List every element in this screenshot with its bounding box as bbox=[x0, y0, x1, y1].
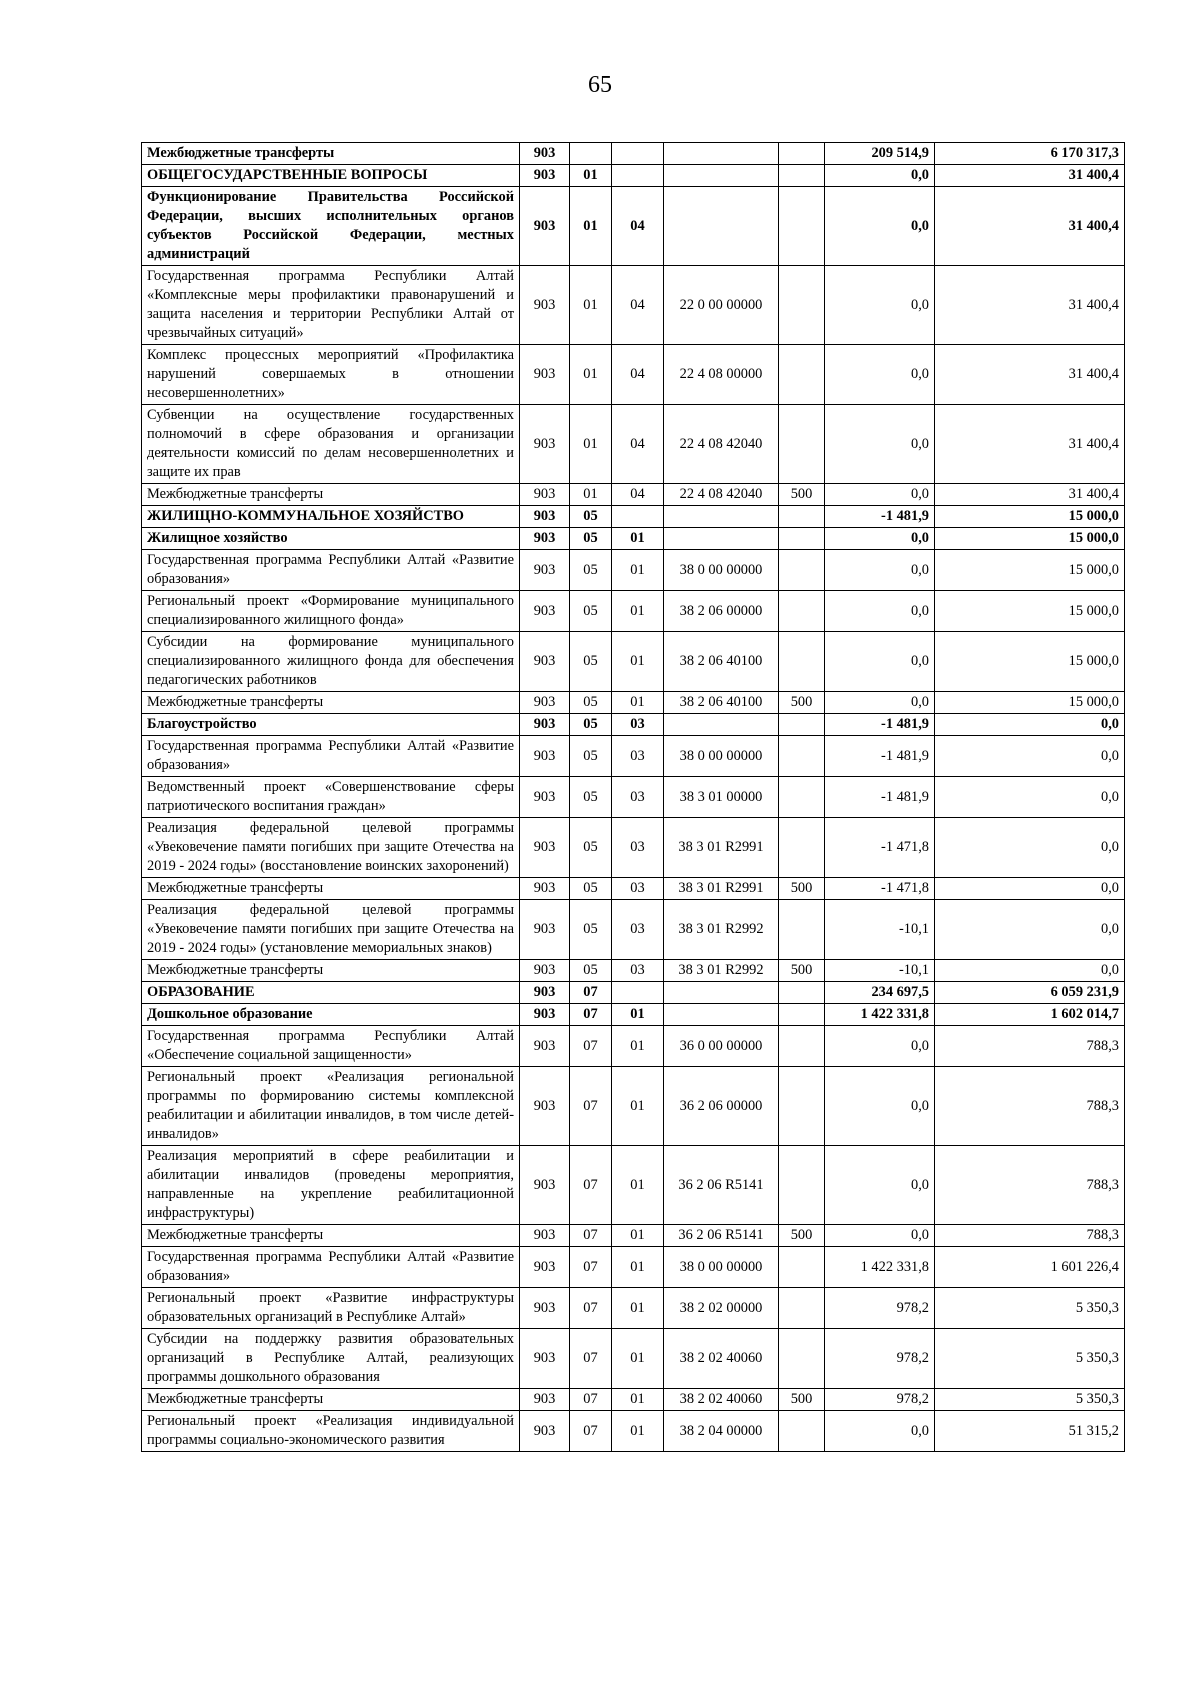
cell-section: 05 bbox=[570, 878, 612, 900]
cell-admin-code: 903 bbox=[520, 960, 570, 982]
budget-table bbox=[141, 142, 1125, 1452]
row-name: Реализация федеральной целевой программы «Увековечение памяти погибших при защите Отечества на 2019 - 2024 годы» (восстановление воинских захоронений) bbox=[142, 818, 520, 878]
cell-target-article: 38 2 06 40100 bbox=[664, 632, 779, 692]
cell-section: 07 bbox=[570, 1026, 612, 1067]
cell-subsection: 01 bbox=[612, 1288, 664, 1329]
cell-admin-code: 903 bbox=[520, 777, 570, 818]
cell-target-article: 38 3 01 R2991 bbox=[664, 818, 779, 878]
cell-section: 07 bbox=[570, 1329, 612, 1389]
table-row bbox=[142, 405, 1125, 484]
cell-expense-type bbox=[779, 506, 825, 528]
cell-target-article: 38 3 01 R2992 bbox=[664, 900, 779, 960]
table-row bbox=[142, 165, 1125, 187]
table-row bbox=[142, 1067, 1125, 1146]
cell-target-article: 38 0 00 00000 bbox=[664, 550, 779, 591]
row-name: Субсидии на поддержку развития образовательных организаций в Республике Алтай, реализующих программы дошкольного образования bbox=[142, 1329, 520, 1389]
cell-expense-type bbox=[779, 714, 825, 736]
cell-subsection: 01 bbox=[612, 1067, 664, 1146]
cell-amount-total: 788,3 bbox=[935, 1146, 1125, 1225]
cell-subsection: 01 bbox=[612, 1411, 664, 1452]
cell-expense-type: 500 bbox=[779, 1225, 825, 1247]
row-name: ЖИЛИЩНО-КОММУНАЛЬНОЕ ХОЗЯЙСТВО bbox=[142, 506, 520, 528]
cell-amount-change: 1 422 331,8 bbox=[825, 1004, 935, 1026]
cell-section: 07 bbox=[570, 1288, 612, 1329]
cell-amount-total: 15 000,0 bbox=[935, 550, 1125, 591]
cell-subsection: 01 bbox=[612, 591, 664, 632]
cell-section: 05 bbox=[570, 632, 612, 692]
cell-admin-code: 903 bbox=[520, 591, 570, 632]
cell-expense-type bbox=[779, 1004, 825, 1026]
cell-subsection bbox=[612, 143, 664, 165]
cell-amount-change: 0,0 bbox=[825, 550, 935, 591]
cell-amount-total: 788,3 bbox=[935, 1225, 1125, 1247]
cell-amount-change: 0,0 bbox=[825, 632, 935, 692]
cell-amount-total: 0,0 bbox=[935, 777, 1125, 818]
cell-admin-code: 903 bbox=[520, 1004, 570, 1026]
table-row bbox=[142, 692, 1125, 714]
cell-target-article: 22 4 08 42040 bbox=[664, 405, 779, 484]
cell-expense-type bbox=[779, 1411, 825, 1452]
cell-expense-type: 500 bbox=[779, 692, 825, 714]
row-name: Межбюджетные трансферты bbox=[142, 1225, 520, 1247]
row-name: Государственная программа Республики Алтай «Развитие образования» bbox=[142, 736, 520, 777]
row-name: ОБРАЗОВАНИЕ bbox=[142, 982, 520, 1004]
row-name: Межбюджетные трансферты bbox=[142, 960, 520, 982]
row-name: Реализация мероприятий в сфере реабилитации и абилитации инвалидов (проведены мероприятия, направленные на укрепление реабилитационной инфраструктуры) bbox=[142, 1146, 520, 1225]
cell-amount-total: 0,0 bbox=[935, 900, 1125, 960]
cell-expense-type bbox=[779, 736, 825, 777]
cell-subsection bbox=[612, 982, 664, 1004]
table-row bbox=[142, 528, 1125, 550]
table-row bbox=[142, 143, 1125, 165]
cell-target-article: 38 2 02 40060 bbox=[664, 1329, 779, 1389]
cell-admin-code: 903 bbox=[520, 632, 570, 692]
cell-expense-type bbox=[779, 165, 825, 187]
cell-amount-change: 0,0 bbox=[825, 405, 935, 484]
cell-expense-type bbox=[779, 550, 825, 591]
cell-subsection: 03 bbox=[612, 736, 664, 777]
row-name: Региональный проект «Реализация индивидуальной программы социально-экономического развития bbox=[142, 1411, 520, 1452]
cell-section: 07 bbox=[570, 1146, 612, 1225]
table-row bbox=[142, 266, 1125, 345]
cell-section: 01 bbox=[570, 187, 612, 266]
cell-target-article bbox=[664, 982, 779, 1004]
cell-target-article: 38 3 01 R2991 bbox=[664, 878, 779, 900]
cell-target-article: 38 2 06 00000 bbox=[664, 591, 779, 632]
cell-expense-type: 500 bbox=[779, 960, 825, 982]
cell-expense-type bbox=[779, 1247, 825, 1288]
table-row bbox=[142, 187, 1125, 266]
row-name: Государственная программа Республики Алтай «Развитие образования» bbox=[142, 550, 520, 591]
cell-subsection: 03 bbox=[612, 878, 664, 900]
cell-admin-code: 903 bbox=[520, 692, 570, 714]
cell-amount-total: 31 400,4 bbox=[935, 405, 1125, 484]
cell-target-article: 36 2 06 R5141 bbox=[664, 1146, 779, 1225]
cell-amount-change: -10,1 bbox=[825, 900, 935, 960]
row-name: Межбюджетные трансферты bbox=[142, 878, 520, 900]
table-row bbox=[142, 1247, 1125, 1288]
cell-target-article bbox=[664, 143, 779, 165]
row-name: Ведомственный проект «Совершенствование сферы патриотического воспитания граждан» bbox=[142, 777, 520, 818]
cell-amount-change: -10,1 bbox=[825, 960, 935, 982]
cell-target-article bbox=[664, 528, 779, 550]
cell-admin-code: 903 bbox=[520, 1067, 570, 1146]
cell-admin-code: 903 bbox=[520, 736, 570, 777]
cell-amount-total: 15 000,0 bbox=[935, 591, 1125, 632]
row-name: Региональный проект «Развитие инфраструктуры образовательных организаций в Республике Алтай» bbox=[142, 1288, 520, 1329]
cell-section: 07 bbox=[570, 982, 612, 1004]
cell-amount-change: 234 697,5 bbox=[825, 982, 935, 1004]
table-row bbox=[142, 345, 1125, 405]
cell-admin-code: 903 bbox=[520, 900, 570, 960]
cell-expense-type bbox=[779, 1288, 825, 1329]
cell-amount-total: 31 400,4 bbox=[935, 266, 1125, 345]
cell-subsection: 01 bbox=[612, 528, 664, 550]
table-row bbox=[142, 1389, 1125, 1411]
cell-expense-type: 500 bbox=[779, 484, 825, 506]
cell-expense-type bbox=[779, 777, 825, 818]
table-row bbox=[142, 777, 1125, 818]
cell-target-article bbox=[664, 1004, 779, 1026]
row-name: Государственная программа Республики Алтай «Обеспечение социальной защищенности» bbox=[142, 1026, 520, 1067]
cell-expense-type bbox=[779, 818, 825, 878]
cell-section: 01 bbox=[570, 266, 612, 345]
cell-amount-total: 15 000,0 bbox=[935, 692, 1125, 714]
cell-admin-code: 903 bbox=[520, 878, 570, 900]
cell-subsection: 03 bbox=[612, 777, 664, 818]
cell-admin-code: 903 bbox=[520, 187, 570, 266]
cell-target-article: 38 0 00 00000 bbox=[664, 1247, 779, 1288]
table-row bbox=[142, 1411, 1125, 1452]
cell-admin-code: 903 bbox=[520, 143, 570, 165]
cell-amount-total: 31 400,4 bbox=[935, 165, 1125, 187]
table-row bbox=[142, 818, 1125, 878]
cell-section: 05 bbox=[570, 506, 612, 528]
cell-subsection: 04 bbox=[612, 345, 664, 405]
cell-target-article: 22 4 08 00000 bbox=[664, 345, 779, 405]
cell-amount-change: 0,0 bbox=[825, 528, 935, 550]
cell-admin-code: 903 bbox=[520, 405, 570, 484]
cell-amount-change: -1 481,9 bbox=[825, 736, 935, 777]
cell-expense-type bbox=[779, 1067, 825, 1146]
cell-subsection: 01 bbox=[612, 1146, 664, 1225]
row-name: Государственная программа Республики Алтай «Комплексные меры профилактики правонарушений и защита населения и территории Республики Алтай от чрезвычайных ситуаций» bbox=[142, 266, 520, 345]
cell-target-article bbox=[664, 165, 779, 187]
cell-amount-total: 15 000,0 bbox=[935, 528, 1125, 550]
cell-subsection bbox=[612, 165, 664, 187]
row-name: Субвенции на осуществление государственных полномочий в сфере образования и организации деятельности комиссий по делам несовершеннолетних и защите их прав bbox=[142, 405, 520, 484]
cell-admin-code: 903 bbox=[520, 345, 570, 405]
cell-amount-change: -1 481,9 bbox=[825, 777, 935, 818]
cell-target-article: 36 0 00 00000 bbox=[664, 1026, 779, 1067]
cell-subsection: 03 bbox=[612, 960, 664, 982]
cell-admin-code: 903 bbox=[520, 165, 570, 187]
cell-amount-total: 15 000,0 bbox=[935, 632, 1125, 692]
cell-section: 01 bbox=[570, 165, 612, 187]
row-name: Реализация федеральной целевой программы «Увековечение памяти погибших при защите Отечества на 2019 - 2024 годы» (установление мемориальных знаков) bbox=[142, 900, 520, 960]
table-row bbox=[142, 632, 1125, 692]
cell-subsection: 04 bbox=[612, 405, 664, 484]
row-name: Межбюджетные трансферты bbox=[142, 143, 520, 165]
cell-amount-total: 1 601 226,4 bbox=[935, 1247, 1125, 1288]
cell-admin-code: 903 bbox=[520, 1247, 570, 1288]
cell-section: 01 bbox=[570, 405, 612, 484]
cell-admin-code: 903 bbox=[520, 1146, 570, 1225]
cell-expense-type: 500 bbox=[779, 1389, 825, 1411]
cell-admin-code: 903 bbox=[520, 550, 570, 591]
cell-target-article: 38 2 04 00000 bbox=[664, 1411, 779, 1452]
cell-target-article: 38 2 02 40060 bbox=[664, 1389, 779, 1411]
cell-amount-change: 0,0 bbox=[825, 165, 935, 187]
row-name: Комплекс процессных мероприятий «Профилактика нарушений совершаемых в отношении несовершеннолетних» bbox=[142, 345, 520, 405]
cell-amount-total: 1 602 014,7 bbox=[935, 1004, 1125, 1026]
table-row bbox=[142, 506, 1125, 528]
cell-subsection: 03 bbox=[612, 900, 664, 960]
cell-amount-change: 0,0 bbox=[825, 591, 935, 632]
cell-target-article bbox=[664, 187, 779, 266]
row-name: Межбюджетные трансферты bbox=[142, 692, 520, 714]
cell-section: 05 bbox=[570, 900, 612, 960]
row-name: Межбюджетные трансферты bbox=[142, 484, 520, 506]
cell-target-article: 38 3 01 00000 bbox=[664, 777, 779, 818]
cell-amount-total: 31 400,4 bbox=[935, 187, 1125, 266]
cell-admin-code: 903 bbox=[520, 1288, 570, 1329]
table-row bbox=[142, 1004, 1125, 1026]
cell-section: 05 bbox=[570, 591, 612, 632]
cell-target-article: 22 0 00 00000 bbox=[664, 266, 779, 345]
cell-amount-change: 978,2 bbox=[825, 1389, 935, 1411]
cell-amount-total: 15 000,0 bbox=[935, 506, 1125, 528]
cell-amount-total: 31 400,4 bbox=[935, 484, 1125, 506]
cell-target-article: 38 3 01 R2992 bbox=[664, 960, 779, 982]
cell-admin-code: 903 bbox=[520, 1329, 570, 1389]
cell-admin-code: 903 bbox=[520, 982, 570, 1004]
cell-amount-change: 0,0 bbox=[825, 1026, 935, 1067]
cell-amount-total: 31 400,4 bbox=[935, 345, 1125, 405]
cell-section: 05 bbox=[570, 528, 612, 550]
cell-subsection: 01 bbox=[612, 1225, 664, 1247]
cell-section: 07 bbox=[570, 1067, 612, 1146]
table-row bbox=[142, 900, 1125, 960]
cell-amount-total: 0,0 bbox=[935, 714, 1125, 736]
cell-amount-total: 5 350,3 bbox=[935, 1389, 1125, 1411]
cell-expense-type bbox=[779, 266, 825, 345]
table-row bbox=[142, 591, 1125, 632]
cell-amount-change: 978,2 bbox=[825, 1329, 935, 1389]
cell-expense-type bbox=[779, 528, 825, 550]
cell-amount-total: 5 350,3 bbox=[935, 1329, 1125, 1389]
cell-expense-type bbox=[779, 405, 825, 484]
cell-section: 05 bbox=[570, 818, 612, 878]
cell-section: 05 bbox=[570, 777, 612, 818]
cell-amount-total: 51 315,2 bbox=[935, 1411, 1125, 1452]
table-row bbox=[142, 960, 1125, 982]
cell-amount-change: -1 481,9 bbox=[825, 506, 935, 528]
cell-subsection: 01 bbox=[612, 632, 664, 692]
cell-target-article bbox=[664, 506, 779, 528]
cell-target-article: 36 2 06 R5141 bbox=[664, 1225, 779, 1247]
cell-subsection: 04 bbox=[612, 187, 664, 266]
cell-section: 05 bbox=[570, 736, 612, 777]
row-name: ОБЩЕГОСУДАРСТВЕННЫЕ ВОПРОСЫ bbox=[142, 165, 520, 187]
cell-amount-change: 0,0 bbox=[825, 1225, 935, 1247]
cell-section: 07 bbox=[570, 1004, 612, 1026]
cell-admin-code: 903 bbox=[520, 528, 570, 550]
cell-section: 05 bbox=[570, 714, 612, 736]
cell-admin-code: 903 bbox=[520, 506, 570, 528]
cell-amount-change: 0,0 bbox=[825, 187, 935, 266]
cell-expense-type bbox=[779, 1329, 825, 1389]
cell-amount-change: 0,0 bbox=[825, 1067, 935, 1146]
cell-target-article: 38 2 06 40100 bbox=[664, 692, 779, 714]
cell-amount-total: 0,0 bbox=[935, 818, 1125, 878]
cell-section: 05 bbox=[570, 550, 612, 591]
cell-section: 07 bbox=[570, 1411, 612, 1452]
cell-amount-change: 0,0 bbox=[825, 1411, 935, 1452]
table-row bbox=[142, 736, 1125, 777]
cell-target-article: 36 2 06 00000 bbox=[664, 1067, 779, 1146]
row-name: Межбюджетные трансферты bbox=[142, 1389, 520, 1411]
row-name: Государственная программа Республики Алтай «Развитие образования» bbox=[142, 1247, 520, 1288]
cell-amount-total: 6 170 317,3 bbox=[935, 143, 1125, 165]
row-name: Субсидии на формирование муниципального специализированного жилищного фонда для обеспечения педагогических работников bbox=[142, 632, 520, 692]
table-row bbox=[142, 982, 1125, 1004]
table-row bbox=[142, 550, 1125, 591]
budget-table-body bbox=[142, 143, 1125, 1452]
table-row bbox=[142, 484, 1125, 506]
cell-section: 05 bbox=[570, 960, 612, 982]
table-row bbox=[142, 878, 1125, 900]
cell-amount-total: 0,0 bbox=[935, 878, 1125, 900]
cell-amount-change: 1 422 331,8 bbox=[825, 1247, 935, 1288]
cell-subsection: 01 bbox=[612, 1026, 664, 1067]
cell-subsection: 01 bbox=[612, 1247, 664, 1288]
row-name: Региональный проект «Реализация региональной программы по формированию системы комплексной реабилитации и абилитации инвалидов, в том числе детей-инвалидов» bbox=[142, 1067, 520, 1146]
cell-section bbox=[570, 143, 612, 165]
cell-section: 05 bbox=[570, 692, 612, 714]
cell-subsection: 01 bbox=[612, 1329, 664, 1389]
cell-admin-code: 903 bbox=[520, 714, 570, 736]
table-row bbox=[142, 714, 1125, 736]
cell-subsection: 01 bbox=[612, 1004, 664, 1026]
cell-amount-change: -1 471,8 bbox=[825, 818, 935, 878]
cell-amount-change: 0,0 bbox=[825, 266, 935, 345]
cell-subsection: 03 bbox=[612, 818, 664, 878]
cell-admin-code: 903 bbox=[520, 818, 570, 878]
cell-section: 07 bbox=[570, 1225, 612, 1247]
cell-admin-code: 903 bbox=[520, 1389, 570, 1411]
cell-amount-change: 209 514,9 bbox=[825, 143, 935, 165]
cell-admin-code: 903 bbox=[520, 1225, 570, 1247]
cell-target-article: 38 0 00 00000 bbox=[664, 736, 779, 777]
cell-subsection: 04 bbox=[612, 484, 664, 506]
table-row bbox=[142, 1329, 1125, 1389]
cell-subsection: 03 bbox=[612, 714, 664, 736]
cell-expense-type bbox=[779, 187, 825, 266]
table-row bbox=[142, 1146, 1125, 1225]
cell-amount-change: 0,0 bbox=[825, 1146, 935, 1225]
page-number: 65 bbox=[588, 72, 612, 98]
cell-amount-change: 0,0 bbox=[825, 345, 935, 405]
row-name: Региональный проект «Формирование муниципального специализированного жилищного фонда» bbox=[142, 591, 520, 632]
cell-amount-change: -1 471,8 bbox=[825, 878, 935, 900]
cell-admin-code: 903 bbox=[520, 1411, 570, 1452]
cell-subsection: 01 bbox=[612, 692, 664, 714]
cell-amount-change: 978,2 bbox=[825, 1288, 935, 1329]
cell-expense-type: 500 bbox=[779, 878, 825, 900]
cell-subsection: 04 bbox=[612, 266, 664, 345]
cell-expense-type bbox=[779, 345, 825, 405]
cell-section: 07 bbox=[570, 1389, 612, 1411]
cell-amount-change: 0,0 bbox=[825, 484, 935, 506]
row-name: Благоустройство bbox=[142, 714, 520, 736]
cell-target-article: 22 4 08 42040 bbox=[664, 484, 779, 506]
cell-expense-type bbox=[779, 632, 825, 692]
cell-expense-type bbox=[779, 143, 825, 165]
table-row bbox=[142, 1288, 1125, 1329]
cell-section: 07 bbox=[570, 1247, 612, 1288]
cell-admin-code: 903 bbox=[520, 484, 570, 506]
cell-section: 01 bbox=[570, 345, 612, 405]
cell-target-article bbox=[664, 714, 779, 736]
cell-admin-code: 903 bbox=[520, 1026, 570, 1067]
cell-expense-type bbox=[779, 1026, 825, 1067]
table-row bbox=[142, 1225, 1125, 1247]
cell-expense-type bbox=[779, 591, 825, 632]
cell-amount-total: 0,0 bbox=[935, 960, 1125, 982]
cell-expense-type bbox=[779, 982, 825, 1004]
cell-amount-total: 6 059 231,9 bbox=[935, 982, 1125, 1004]
cell-amount-change: 0,0 bbox=[825, 692, 935, 714]
cell-amount-total: 788,3 bbox=[935, 1067, 1125, 1146]
cell-subsection: 01 bbox=[612, 550, 664, 591]
cell-amount-total: 5 350,3 bbox=[935, 1288, 1125, 1329]
cell-admin-code: 903 bbox=[520, 266, 570, 345]
cell-subsection: 01 bbox=[612, 1389, 664, 1411]
cell-subsection bbox=[612, 506, 664, 528]
cell-section: 01 bbox=[570, 484, 612, 506]
table-row bbox=[142, 1026, 1125, 1067]
cell-amount-total: 0,0 bbox=[935, 736, 1125, 777]
cell-amount-total: 788,3 bbox=[935, 1026, 1125, 1067]
cell-expense-type bbox=[779, 1146, 825, 1225]
cell-amount-change: -1 481,9 bbox=[825, 714, 935, 736]
row-name: Функционирование Правительства Российской Федерации, высших исполнительных органов субъектов Российской Федерации, местных администраций bbox=[142, 187, 520, 266]
row-name: Жилищное хозяйство bbox=[142, 528, 520, 550]
cell-expense-type bbox=[779, 900, 825, 960]
cell-target-article: 38 2 02 00000 bbox=[664, 1288, 779, 1329]
row-name: Дошкольное образование bbox=[142, 1004, 520, 1026]
